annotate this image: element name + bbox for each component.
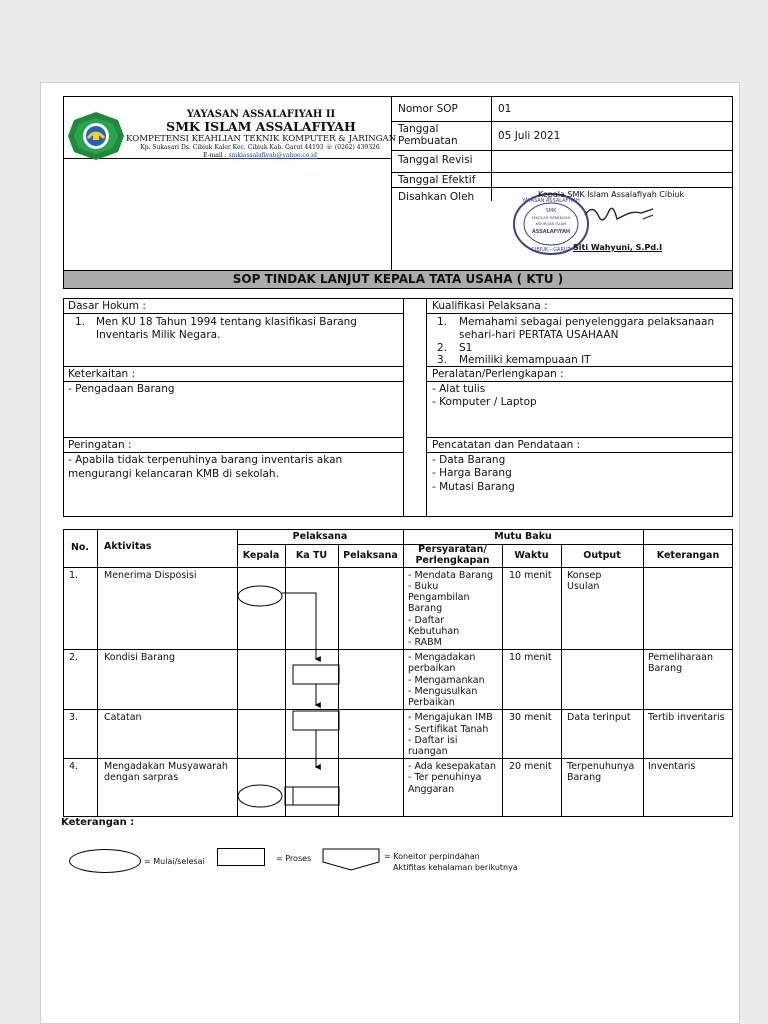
- page-title: SOP TINDAK LANJUT KEPALA TATA USAHA ( KTU ): [232, 272, 564, 286]
- row1-syarat-2: - Buku: [408, 581, 439, 592]
- dasar-hukum-num: 1.: [75, 316, 86, 328]
- pencatatan-item-2: - Harga Barang: [432, 467, 512, 479]
- legend-oval-shape: [69, 849, 141, 873]
- col-waktu: Waktu: [514, 550, 549, 561]
- row4-syarat-2: - Ter penuhinya: [408, 772, 482, 783]
- row3-waktu: 30 menit: [509, 712, 552, 723]
- row2-syarat-4: - Mengusulkan: [408, 686, 478, 697]
- foundation-name: YAYASAN ASSALAFIYAH II: [186, 109, 336, 120]
- row4-output-1: Terpenuhunya: [567, 761, 635, 772]
- meta-label-disahkan: Disahkan Oleh: [398, 191, 475, 203]
- row1-syarat-3: Pengambilan: [408, 592, 470, 603]
- kualifikasi-1-line2: sehari-hari PERTATA USAHAAN: [459, 329, 619, 341]
- row4-no: 4.: [69, 761, 79, 772]
- flow-process-2: [293, 665, 339, 684]
- legend-rect-shape: [217, 848, 265, 866]
- col-output: Output: [583, 550, 621, 561]
- legend-connector-label-2: Aktifitas kehalaman berikutnya: [393, 863, 518, 872]
- svg-text:SMK: SMK: [545, 208, 557, 214]
- meta-label-pembuatan: Tanggal Pembuatan: [398, 123, 458, 147]
- row2-syarat-1: - Mengadakan: [408, 652, 476, 663]
- row4-aktivitas-1: Mengadakan Musyawarah: [104, 761, 228, 772]
- svg-text:CIBIUK - GARUT: CIBIUK - GARUT: [531, 247, 571, 253]
- row2-syarat-2: perbaikan: [408, 663, 456, 674]
- meta-label-revisi: Tanggal Revisi: [398, 154, 473, 166]
- email-line: E-mail : smkiassalafiyah@yahoo.co.id: [203, 152, 317, 159]
- meta-label-efektif: Tanggal Efektif: [398, 174, 476, 186]
- row1-syarat-4: Barang: [408, 603, 443, 614]
- row3-no: 3.: [69, 712, 79, 723]
- col-kepala: Kepala: [242, 550, 280, 561]
- svg-text:SEKOLAH MENENGAH: SEKOLAH MENENGAH: [531, 216, 571, 220]
- competency-line: KOMPETENSI KEAHLIAN TEKNIK KOMPUTER & JARINGAN: [126, 134, 397, 144]
- row3-syarat-1: - Mengajukan IMB: [408, 712, 493, 723]
- flow-start-oval: [238, 586, 282, 606]
- kualifikasi-num-2: 2.: [437, 342, 448, 354]
- row2-waktu: 10 menit: [509, 652, 552, 663]
- peralatan-item-2: - Komputer / Laptop: [432, 396, 537, 408]
- flow-end-oval: [238, 785, 282, 807]
- row2-syarat-3: - Mengamankan: [408, 675, 485, 686]
- peringatan-line1: - Apabila tidak terpenuhinya barang inventaris akan: [68, 454, 343, 466]
- col-pelaksana: Pelaksana: [343, 550, 398, 561]
- keterkaitan-item: - Pengadaan Barang: [68, 383, 175, 395]
- school-name: SMK ISLAM ASSALAFIYAH: [166, 119, 356, 134]
- svg-text:KEJURUAN ISLAM: KEJURUAN ISLAM: [535, 222, 567, 226]
- row4-syarat-3: Anggaran: [408, 784, 455, 795]
- row1-output-1: Konsep: [567, 570, 602, 581]
- row3-output: Data terinput: [567, 712, 631, 723]
- meta-value-nomor: 01: [498, 103, 512, 115]
- sop-flowchart: [41, 83, 739, 1023]
- document-page: [40, 82, 740, 1024]
- row4-aktivitas-2: dengan sarpras: [104, 772, 179, 783]
- col-persyaratan-1: Persyaratan/: [418, 544, 487, 555]
- kualifikasi-1-line1: Memahami sebagai penyelenggara pelaksanaan: [459, 316, 715, 328]
- col-mutu-group: Mutu Baku: [494, 531, 552, 542]
- row3-keterangan: Tertib inventaris: [648, 712, 725, 723]
- kualifikasi-2-line1: S1: [459, 342, 473, 354]
- peringatan-line2: mengurangi kelancaran KMB di sekolah.: [68, 468, 279, 480]
- row2-aktivitas: Kondisi Barang: [104, 652, 175, 663]
- row3-aktivitas: Catatan: [104, 712, 142, 723]
- peringatan-label: Peringatan :: [68, 439, 132, 451]
- legend-oval-label: = Mulai/selesai: [144, 857, 205, 866]
- col-no: No.: [70, 542, 90, 553]
- row2-no: 2.: [69, 652, 79, 663]
- legend-connector-label-1: = Koneitor perpindahan: [384, 852, 480, 861]
- peralatan-label: Peralatan/Perlengkapan :: [432, 368, 564, 380]
- legend-title: Keterangan :: [61, 817, 135, 828]
- row2-syarat-5: Perbaikan: [408, 697, 455, 708]
- email-link[interactable]: smkiassalafiyah@yahoo.co.id: [228, 152, 317, 159]
- kualifikasi-3-line1: Memiliki kemampuaan IT: [459, 354, 591, 366]
- kualifikasi-label: Kualifikasi Pelaksana :: [432, 300, 548, 312]
- row1-waktu: 10 menit: [509, 570, 552, 581]
- pencatatan-label: Pencatatan dan Pendataan :: [432, 439, 581, 451]
- row3-syarat-4: ruangan: [408, 746, 448, 757]
- row1-syarat-5: - Daftar: [408, 615, 445, 626]
- row4-keterangan: Inventaris: [648, 761, 696, 772]
- kualifikasi-num-3: 3.: [437, 354, 448, 366]
- legend-rect-label: = Proses: [276, 854, 312, 863]
- flow-process-4: [285, 787, 339, 805]
- dasar-hukum-line2: Inventaris Milik Negara.: [96, 329, 221, 341]
- col-aktivitas: Aktivitas: [104, 541, 152, 552]
- dasar-hukum-label: Dasar Hokum :: [68, 300, 146, 312]
- row1-syarat-7: - RABM: [408, 637, 442, 648]
- svg-text:ASSALAFIYAH: ASSALAFIYAH: [531, 229, 571, 235]
- row4-syarat-1: - Ada kesepakatan: [408, 761, 497, 772]
- approver-name: Siti Wahyuni, S.Pd.I: [573, 243, 663, 252]
- svg-text:YAYASAN ASSALAFIYAH: YAYASAN ASSALAFIYAH: [522, 198, 580, 204]
- keterkaitan-label: Keterkaitan :: [68, 368, 136, 380]
- row4-output-2: Barang: [567, 772, 602, 783]
- row1-syarat-6: Kebutuhan: [408, 626, 460, 637]
- col-pelaksana-group: Pelaksana: [292, 531, 348, 542]
- dasar-hukum-line1: Men KU 18 Tahun 1994 tentang klasifikasi Barang: [96, 316, 357, 328]
- col-katu: Ka TU: [295, 550, 328, 561]
- meta-label-nomor: Nomor SOP: [398, 103, 458, 115]
- pencatatan-item-3: - Mutasi Barang: [432, 481, 515, 493]
- row1-aktivitas: Menerima Disposisi: [104, 570, 197, 581]
- legend-connector-shape: [322, 848, 380, 872]
- flow-connector-1: [282, 593, 316, 659]
- col-keterangan: Keterangan: [656, 550, 720, 561]
- approver-title: Kepala SMK Islam Assalafiyah Cibiuk: [538, 190, 685, 199]
- row1-output-2: Usulan: [567, 581, 600, 592]
- row1-no: 1.: [69, 570, 79, 581]
- row2-keterangan-2: Barang: [648, 663, 683, 674]
- kualifikasi-num-1: 1.: [437, 316, 448, 328]
- row1-syarat-1: - Mendata Barang: [408, 570, 494, 581]
- row3-syarat-2: - Sertifikat Tanah: [408, 724, 489, 735]
- meta-value-pembuatan: 05 Juli 2021: [498, 130, 561, 142]
- peralatan-item-1: - Alat tulis: [432, 383, 486, 395]
- col-persyaratan-2: Perlengkapan: [415, 555, 490, 566]
- flow-process-3: [293, 711, 339, 730]
- row2-keterangan-1: Pemeliharaan: [648, 652, 714, 663]
- pencatatan-item-1: - Data Barang: [432, 454, 506, 466]
- address-line: Kp. Sukasari Ds. Cibiuk Kaler Kec. Cibiuk Kab. Garut 44193 ☏ (0262) 439326: [140, 144, 380, 151]
- row3-syarat-3: - Daftar isi: [408, 735, 458, 746]
- row4-waktu: 20 menit: [509, 761, 552, 772]
